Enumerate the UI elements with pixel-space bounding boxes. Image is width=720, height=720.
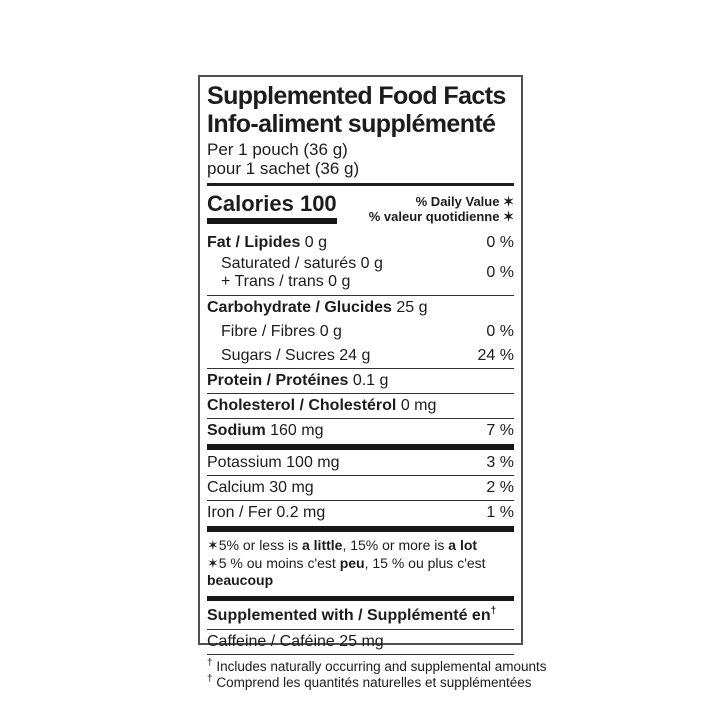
dagger-icon: † bbox=[207, 673, 213, 685]
nutrient-pct: 3 % bbox=[486, 454, 514, 471]
nutrient-row-iron bbox=[207, 501, 514, 525]
star-icon: ✶ bbox=[207, 537, 219, 553]
nutrient-row-saturated-trans bbox=[207, 255, 514, 295]
nutrient-name: Fat / Lipides 0 g bbox=[207, 234, 328, 251]
divider-thick bbox=[207, 596, 514, 601]
calories bbox=[207, 192, 337, 224]
nutrition-facts-label bbox=[198, 75, 547, 690]
calories-value: Calories 100 bbox=[207, 192, 337, 224]
divider-header bbox=[207, 183, 514, 186]
nutrient-name: Iron / Fer 0.2 mg bbox=[207, 504, 326, 521]
dagger-footnotes bbox=[207, 655, 547, 694]
nutrient-row-potassium bbox=[207, 451, 514, 475]
nutrient-row-protein bbox=[207, 369, 514, 393]
supplemented-with-heading: Supplemented with / Supplémenté en† bbox=[207, 605, 497, 624]
dagger-icon: † bbox=[207, 657, 213, 668]
daily-value-footnote-en: ✶5% or less is a little, 15% or more is a lot bbox=[207, 537, 478, 553]
nutrient-row-fat bbox=[207, 231, 514, 255]
nutrient-row-fibre bbox=[207, 320, 514, 344]
nutrient-row-cholesterol bbox=[207, 394, 514, 418]
nutrient-name: Protein / Protéines 0.1 g bbox=[207, 372, 389, 389]
dagger-icon: † bbox=[490, 605, 497, 617]
dagger-footnote-fr: † Comprend les quantités naturelles et supplémentées bbox=[207, 673, 532, 690]
daily-value-header bbox=[369, 192, 514, 224]
daily-value-footnote bbox=[207, 533, 514, 595]
supplement-name: Caffeine / Caféine 25 mg bbox=[207, 632, 384, 650]
nutrient-name: Cholesterol / Cholestérol 0 mg bbox=[207, 397, 437, 414]
calories-row bbox=[207, 192, 514, 224]
nutrient-name bbox=[207, 255, 383, 291]
serving-size-en: Per 1 pouch (36 g) bbox=[207, 140, 348, 159]
star-icon: ✶ bbox=[503, 194, 514, 209]
supplement-row-caffeine bbox=[207, 630, 514, 654]
daily-value-footnote-fr: ✶5 % ou moins c'est peu, 15 % ou plus c'est beaucoup bbox=[207, 554, 486, 588]
nutrient-name: Sodium 160 mg bbox=[207, 422, 324, 439]
nutrient-pct: 0 % bbox=[486, 264, 514, 281]
nutrient-name: Carbohydrate / Glucides 25 g bbox=[207, 299, 428, 316]
nutrient-row-calcium bbox=[207, 476, 514, 500]
nutrient-row-sodium bbox=[207, 419, 514, 443]
nutrient-pct: 0 % bbox=[486, 234, 514, 251]
label-title-fr: Info-aliment supplémenté bbox=[207, 110, 496, 138]
label-title-en: Supplemented Food Facts bbox=[207, 82, 506, 110]
dagger-footnote-en: † Includes naturally occurring and supplemental amounts bbox=[207, 657, 547, 674]
nutrient-pct: 2 % bbox=[486, 479, 514, 496]
daily-value-header-fr: % valeur quotidienne ✶ bbox=[368, 209, 514, 224]
nutrient-pct: 0 % bbox=[486, 323, 514, 340]
serving-size-fr: pour 1 sachet (36 g) bbox=[207, 159, 360, 178]
serving-size-block bbox=[207, 140, 514, 178]
divider-thick bbox=[207, 526, 514, 532]
nutrient-pct: 24 % bbox=[477, 347, 514, 364]
divider-thick bbox=[207, 444, 514, 450]
daily-value-header-en: % Daily Value ✶ bbox=[415, 194, 514, 209]
nutrient-name: Potassium 100 mg bbox=[207, 454, 340, 471]
star-icon: ✶ bbox=[503, 209, 514, 224]
nutrient-pct: 7 % bbox=[486, 422, 514, 439]
nutrient-name: Sugars / Sucres 24 g bbox=[221, 347, 371, 364]
nutrient-name: Calcium 30 mg bbox=[207, 479, 314, 496]
saturated-line: Saturated / saturés 0 g bbox=[221, 255, 383, 272]
trans-line: + Trans / trans 0 g bbox=[221, 273, 351, 290]
nutrient-row-carbohydrate bbox=[207, 296, 514, 320]
nutrient-row-sugars bbox=[207, 344, 514, 368]
star-icon: ✶ bbox=[207, 554, 219, 571]
nutrient-name: Fibre / Fibres 0 g bbox=[221, 323, 342, 340]
nutrient-pct: 1 % bbox=[486, 504, 514, 521]
